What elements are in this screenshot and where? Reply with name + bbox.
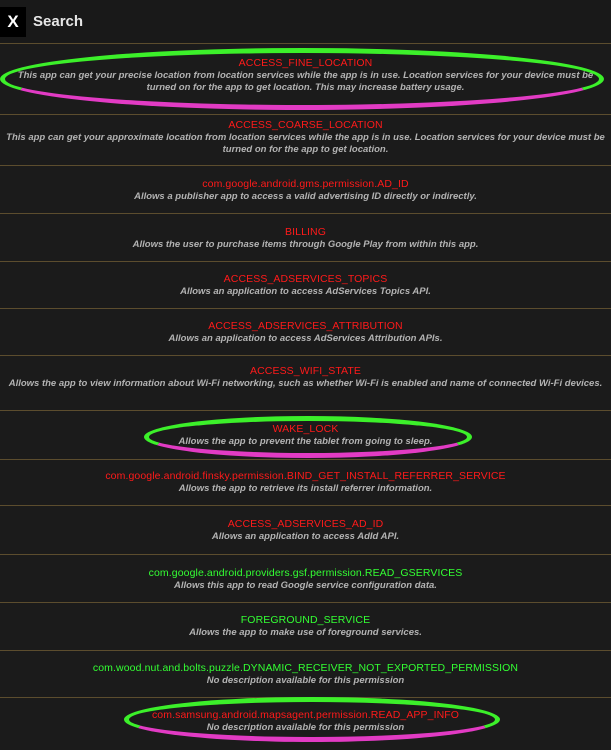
permission-name: ACCESS_ADSERVICES_ATTRIBUTION: [208, 320, 403, 332]
permission-name: BILLING: [285, 226, 326, 238]
permission-row[interactable]: [0, 43, 611, 114]
permission-name: com.google.android.gms.permission.AD_ID: [202, 178, 409, 190]
permission-name: com.wood.nut.and.bolts.puzzle.DYNAMIC_RECEIVER_NOT_EXPORTED_PERMISSION: [92, 662, 519, 674]
permission-description: Allows a publisher app to access a valid advertising ID directly or indirectly.: [134, 191, 477, 202]
permission-row[interactable]: [0, 410, 611, 459]
permission-row[interactable]: [0, 308, 611, 355]
permission-description: Allows an application to access AdServices Topics API.: [180, 286, 431, 297]
permission-name: ACCESS_WIFI_STATE: [250, 365, 361, 377]
permission-name: WAKE_LOCK: [272, 423, 339, 435]
permission-row[interactable]: [0, 114, 611, 165]
permission-description: No description available for this permission: [206, 722, 405, 733]
permission-row[interactable]: [0, 165, 611, 213]
permission-row[interactable]: [0, 697, 611, 745]
permission-row[interactable]: [0, 650, 611, 697]
close-button[interactable]: X: [0, 7, 26, 37]
permission-row[interactable]: [0, 554, 611, 602]
permission-description: Allows the app to retrieve its install referrer information.: [178, 483, 433, 494]
permission-name: ACCESS_ADSERVICES_TOPICS: [223, 273, 388, 285]
header-bar: [0, 0, 611, 43]
permission-name: com.samsung.android.mapsagent.permission.READ_APP_INFO: [151, 709, 460, 721]
permission-name: ACCESS_COARSE_LOCATION: [228, 119, 383, 131]
permission-row[interactable]: [0, 261, 611, 308]
permission-row[interactable]: [0, 602, 611, 650]
permission-description: Allows the app to view information about Wi-Fi networking, such as whether Wi-Fi is enabled and name of connected Wi-Fi devices.: [8, 378, 603, 389]
permission-row[interactable]: [0, 459, 611, 505]
permission-row[interactable]: [0, 505, 611, 554]
permission-name: FOREGROUND_SERVICE: [240, 614, 371, 626]
permission-row[interactable]: [0, 213, 611, 261]
permission-description: Allows an application to access AdId API.: [211, 531, 400, 542]
permission-name: ACCESS_FINE_LOCATION: [238, 57, 373, 69]
permission-description: Allows the user to purchase items through Google Play from within this app.: [132, 239, 479, 250]
search-title[interactable]: Search: [33, 13, 84, 30]
permission-name: ACCESS_ADSERVICES_AD_ID: [227, 518, 384, 530]
permission-name: com.google.android.finsky.permission.BIND_GET_INSTALL_REFERRER_SERVICE: [105, 470, 506, 482]
permission-description: Allows an application to access AdServices Attribution APIs.: [168, 333, 443, 344]
permission-row[interactable]: [0, 355, 611, 410]
permission-description: This app can get your precise location from location services while the app is in use. Location services for your device must be turned on for the app to get location. This may increase battery usage.: [17, 70, 594, 93]
permission-description: Allows the app to prevent the tablet from going to sleep.: [178, 436, 433, 447]
permission-description: Allows this app to read Google service configuration data.: [174, 580, 437, 591]
permission-description: This app can get your approximate location from location services while the app is in use. Location services for your device must be turned on for the app to get location.: [6, 132, 605, 155]
permission-description: No description available for this permission: [206, 675, 405, 686]
permission-name: com.google.android.providers.gsf.permission.READ_GSERVICES: [148, 567, 463, 579]
permission-list: [0, 43, 611, 745]
permission-description: Allows the app to make use of foreground services.: [189, 627, 422, 638]
